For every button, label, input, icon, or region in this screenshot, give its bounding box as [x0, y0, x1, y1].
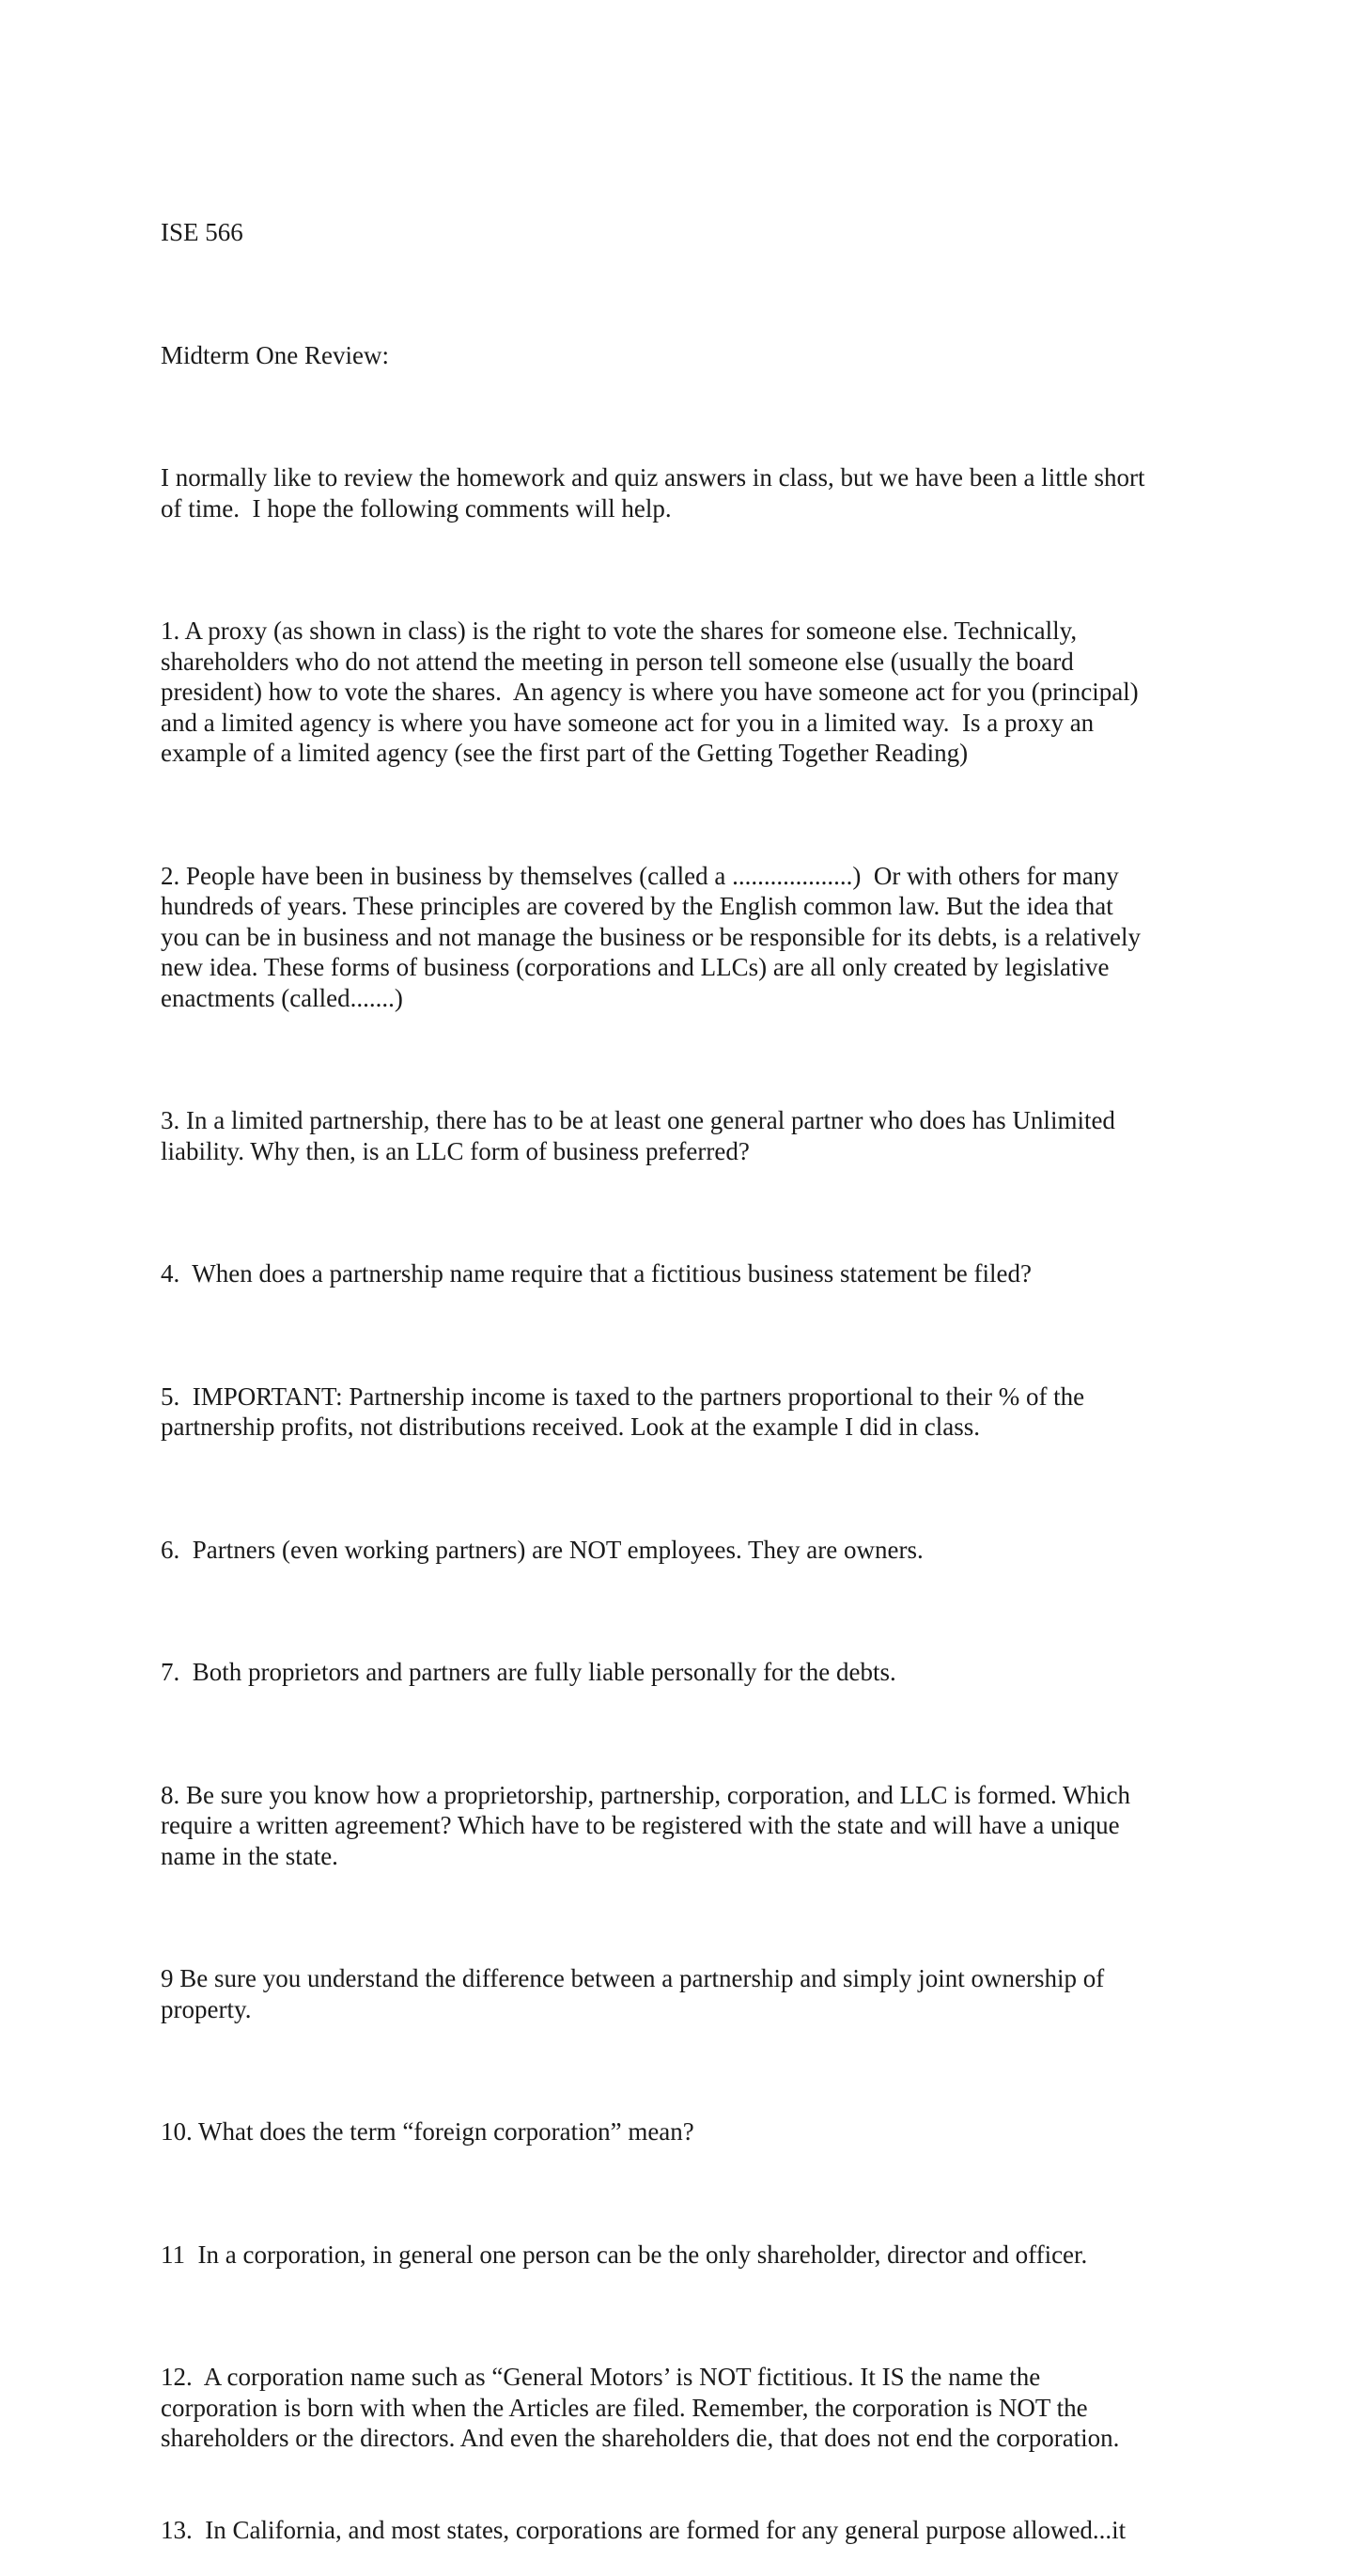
intro-paragraph: I normally like to review the homework and quiz answers in class, but we have been a little short of time. I hope the following comments will help.	[161, 463, 1145, 523]
review-item-5: 5. IMPORTANT: Partnership income is taxed to the partners proportional to their % of the partnership profits, not distributions received. Look at the example I did in class.	[161, 1382, 1085, 1441]
review-item-12: 12. A corporation name such as “General Motors’ is NOT fictitious. It IS the name the corporation is born with when the Articles are filed. Remember, the corporation is NOT the shareholders or the directors. And even the shareholders die, that does not end the corporation.	[161, 2363, 1120, 2452]
document-page	[161, 156, 1222, 2576]
review-item-9: 9 Be sure you understand the difference between a partnership and simply joint ownership of property.	[161, 1964, 1105, 2023]
review-item-2: 2. People have been in business by themselves (called a ...................) Or with others for many hundreds of years. These principles are covered by the English common law. But the idea that you can be in business and not manage the business or be responsible for its debts, is a relatively new idea. These forms of business (corporations and LLCs) are all only created by legislative enactments (called.......)	[161, 861, 1142, 1012]
review-item-1: 1. A proxy (as shown in class) is the right to vote the shares for someone else. Technically, shareholders who do not attend the meeting in person tell someone else (usually the board president) how to vote the shares. An agency is where you have someone act for you (principal) and a limited agency is where you have someone act for you in a limited way. Is a proxy an example of a limited agency (see the first part of the Getting Together Reading)	[161, 617, 1139, 767]
course-code: ISE 566	[161, 218, 243, 246]
review-item-10: 10. What does the term “foreign corporation” mean?	[161, 2117, 694, 2146]
review-item-6: 6. Partners (even working partners) are NOT employees. They are owners.	[161, 1535, 924, 1564]
review-item-13: 13. In California, and most states, corporations are formed for any general purpose allowed...it	[161, 2515, 1127, 2544]
review-item-11: 11 In a corporation, in general one person can be the only shareholder, director and officer.	[161, 2240, 1088, 2269]
review-item-4: 4. When does a partnership name require that a fictitious business statement be filed?	[161, 1259, 1032, 1288]
review-item-8: 8. Be sure you know how a proprietorship, partnership, corporation, and LLC is formed. Which require a written agreement? Which have to be registered with the state and will have a unique name in the state.	[161, 1780, 1131, 1870]
review-item-3: 3. In a limited partnership, there has to be at least one general partner who does has Unlimited liability. Why then, is an LLC form of business preferred?	[161, 1106, 1115, 1165]
document-heading: Midterm One Review:	[161, 340, 389, 369]
review-item-7: 7. Both proprietors and partners are fully liable personally for the debts.	[161, 1658, 896, 1686]
